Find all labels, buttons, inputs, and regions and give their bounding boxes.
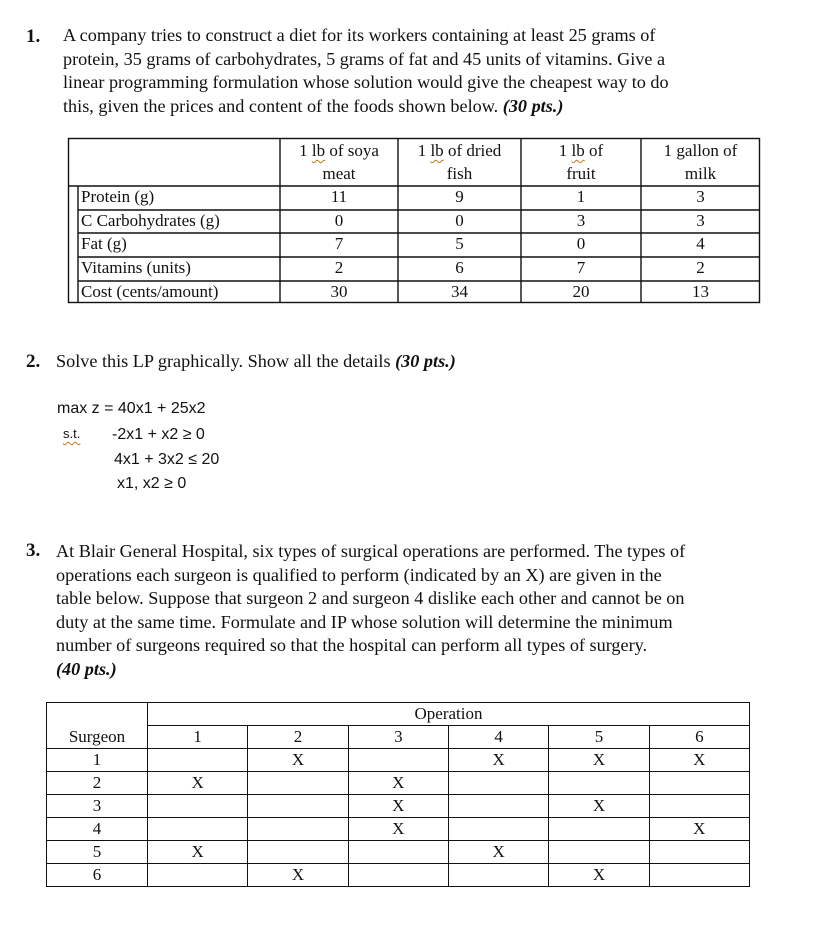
diet-cell: 2 — [696, 258, 705, 277]
col-header-line2: milk — [684, 164, 717, 183]
surgeon-row — [47, 841, 750, 864]
diet-cell: 1 — [576, 187, 586, 206]
surgeon-table-body — [47, 749, 750, 887]
col-header-fish — [398, 139, 521, 185]
lp-constraint-1: -2x1 + x2 ≥ 0 — [112, 426, 205, 443]
qualification-cell — [549, 772, 649, 795]
qualification-cell — [348, 864, 448, 887]
surgeon-id: 2 — [47, 772, 148, 795]
q3-line: table below. Suppose that surgeon 2 and surgeon 4 dislike each other and cannot be on — [56, 588, 685, 608]
lp-st-label: s.t. — [63, 426, 81, 441]
qualification-cell: X — [549, 795, 649, 818]
q3-line: duty at the same time. Formulate and IP whose solution will determine the minimum — [56, 611, 673, 632]
qualification-cell — [148, 864, 248, 887]
qualification-cell — [448, 795, 548, 818]
q3-line: number of surgeons required so that the hospital can perform all types of surgery. — [56, 635, 648, 655]
diet-cell: 7 — [334, 234, 344, 253]
col-header-line2: fruit — [566, 164, 596, 183]
col-text: of soya — [325, 141, 379, 160]
diet-cell: 9 — [455, 187, 464, 206]
surgeon-id: 3 — [47, 795, 148, 818]
lp-st — [63, 422, 80, 446]
q1-line-text: this, given the prices and content of the foods shown below. — [63, 95, 499, 116]
qualification-cell: X — [649, 749, 749, 772]
surgeon-row — [47, 749, 750, 772]
qualification-cell: X — [348, 772, 448, 795]
operation-col-header: 6 — [649, 726, 749, 749]
qualification-cell — [348, 841, 448, 864]
diet-cell: 5 — [455, 234, 464, 253]
qualification-cell — [248, 772, 348, 795]
qualification-cell — [248, 795, 348, 818]
surgeon-table-group-row — [47, 703, 750, 726]
surgeon-row — [47, 818, 750, 841]
qualification-cell — [148, 818, 248, 841]
surgeon-table — [46, 702, 750, 887]
col-unit: lb — [430, 141, 444, 160]
surgeon-id: 6 — [47, 864, 148, 887]
col-text: of — [584, 141, 604, 160]
q1-points: (30 pts.) — [502, 95, 564, 116]
diet-cell: 0 — [455, 211, 464, 230]
operation-col-header: 2 — [248, 726, 348, 749]
corner-cell — [47, 703, 148, 726]
qualification-cell — [649, 772, 749, 795]
qualification-cell — [248, 841, 348, 864]
col-text: 1 — [417, 141, 431, 160]
q2-prompt: Solve this LP graphically. Show all the details — [56, 351, 391, 371]
col-header-line1 — [398, 139, 521, 162]
qualification-cell — [549, 841, 649, 864]
col-text: 1 — [558, 141, 572, 160]
qualification-cell: X — [148, 772, 248, 795]
col-header-soya — [280, 139, 398, 185]
q3-line: At Blair General Hospital, six types of surgical operations are performed. The types of — [56, 541, 686, 561]
q2-points: (30 pts.) — [395, 351, 456, 371]
diet-cell: 0 — [576, 234, 586, 253]
surgeon-id: 1 — [47, 749, 148, 772]
diet-cell: 6 — [455, 258, 464, 277]
qualification-cell — [248, 818, 348, 841]
operation-col-header: 4 — [448, 726, 548, 749]
diet-cell: 0 — [334, 211, 344, 230]
operation-col-header: 5 — [549, 726, 649, 749]
col-header-line1 — [280, 139, 398, 162]
qualification-cell: X — [348, 818, 448, 841]
surgeon-row — [47, 864, 750, 887]
q3-line: operations each surgeon is qualified to perform (indicated by an X) are given in the — [56, 564, 662, 585]
col-header-line1 — [521, 139, 641, 162]
diet-cell: 20 — [572, 282, 590, 301]
qualification-cell: X — [148, 841, 248, 864]
surgeon-table-header-row — [47, 726, 750, 749]
qualification-cell — [448, 772, 548, 795]
diet-cell: 30 — [330, 282, 348, 301]
q1-line: A company tries to construct a diet for its workers containing at least 25 grams of — [63, 25, 656, 45]
q1-line: protein, 35 grams of carbohydrates, 5 grams of fat and 45 units of vitamins. Give a — [63, 48, 666, 69]
qualification-cell: X — [248, 864, 348, 887]
diet-row-label: Fat (g) — [81, 234, 127, 253]
operation-header: Operation — [148, 703, 750, 726]
col-header-fruit — [521, 139, 641, 185]
diet-row-label: Vitamins (units) — [81, 258, 191, 277]
col-text: 1 gallon of — [663, 141, 738, 160]
qualification-cell — [348, 749, 448, 772]
col-unit: lb — [311, 141, 326, 160]
qualification-cell — [148, 749, 248, 772]
lp-objective: max z = 40x1 + 25x2 — [57, 400, 206, 417]
diet-cell: 7 — [576, 258, 586, 277]
col-header-line2: meat — [322, 164, 356, 183]
qualification-cell: X — [248, 749, 348, 772]
diet-cell: 3 — [576, 211, 586, 230]
qualification-cell — [148, 795, 248, 818]
diet-cell: 3 — [696, 187, 705, 206]
diet-row-label: Protein (g) — [81, 187, 155, 206]
q2-text — [56, 351, 456, 372]
q3-points: (40 pts.) — [56, 658, 117, 679]
col-header-line1 — [641, 139, 760, 162]
qualification-cell — [448, 864, 548, 887]
diet-cell: 2 — [334, 258, 344, 277]
diet-row-label: Cost (cents/amount) — [81, 282, 219, 301]
qualification-cell: X — [348, 795, 448, 818]
lp-constraint-2: 4x1 + 3x2 ≤ 20 — [114, 451, 220, 468]
col-unit: lb — [571, 141, 585, 160]
operation-col-header: 3 — [348, 726, 448, 749]
q3-number: 3. — [26, 540, 41, 561]
q1-number: 1. — [26, 26, 41, 47]
diet-cell: 3 — [696, 211, 705, 230]
qualification-cell: X — [549, 864, 649, 887]
diet-cell: 11 — [330, 187, 348, 206]
col-text: of dried — [443, 141, 502, 160]
surgeon-header: Surgeon — [47, 726, 148, 749]
qualification-cell — [649, 795, 749, 818]
qualification-cell: X — [649, 818, 749, 841]
surgeon-row — [47, 772, 750, 795]
qualification-cell — [448, 818, 548, 841]
diet-row-label: C Carbohydrates (g) — [81, 211, 220, 230]
diet-cell: 13 — [692, 282, 709, 301]
q1-line: linear programming formulation whose solution would give the cheapest way to do — [63, 72, 669, 92]
qualification-cell: X — [448, 841, 548, 864]
q3-text — [56, 540, 746, 681]
surgeon-id: 4 — [47, 818, 148, 841]
qualification-cell — [649, 841, 749, 864]
qualification-cell — [649, 864, 749, 887]
col-header-line2: fish — [446, 164, 473, 183]
surgeon-row — [47, 795, 750, 818]
qualification-cell — [549, 818, 649, 841]
lp-constraint-3: x1, x2 ≥ 0 — [117, 475, 187, 492]
col-header-milk — [641, 139, 760, 185]
qualification-cell: X — [549, 749, 649, 772]
q2-number: 2. — [26, 351, 41, 372]
surgeon-id: 5 — [47, 841, 148, 864]
qualification-cell: X — [448, 749, 548, 772]
col-text: 1 — [299, 141, 312, 160]
operation-col-header: 1 — [148, 726, 248, 749]
diet-cell: 34 — [451, 282, 468, 301]
diet-cell: 4 — [696, 234, 705, 253]
